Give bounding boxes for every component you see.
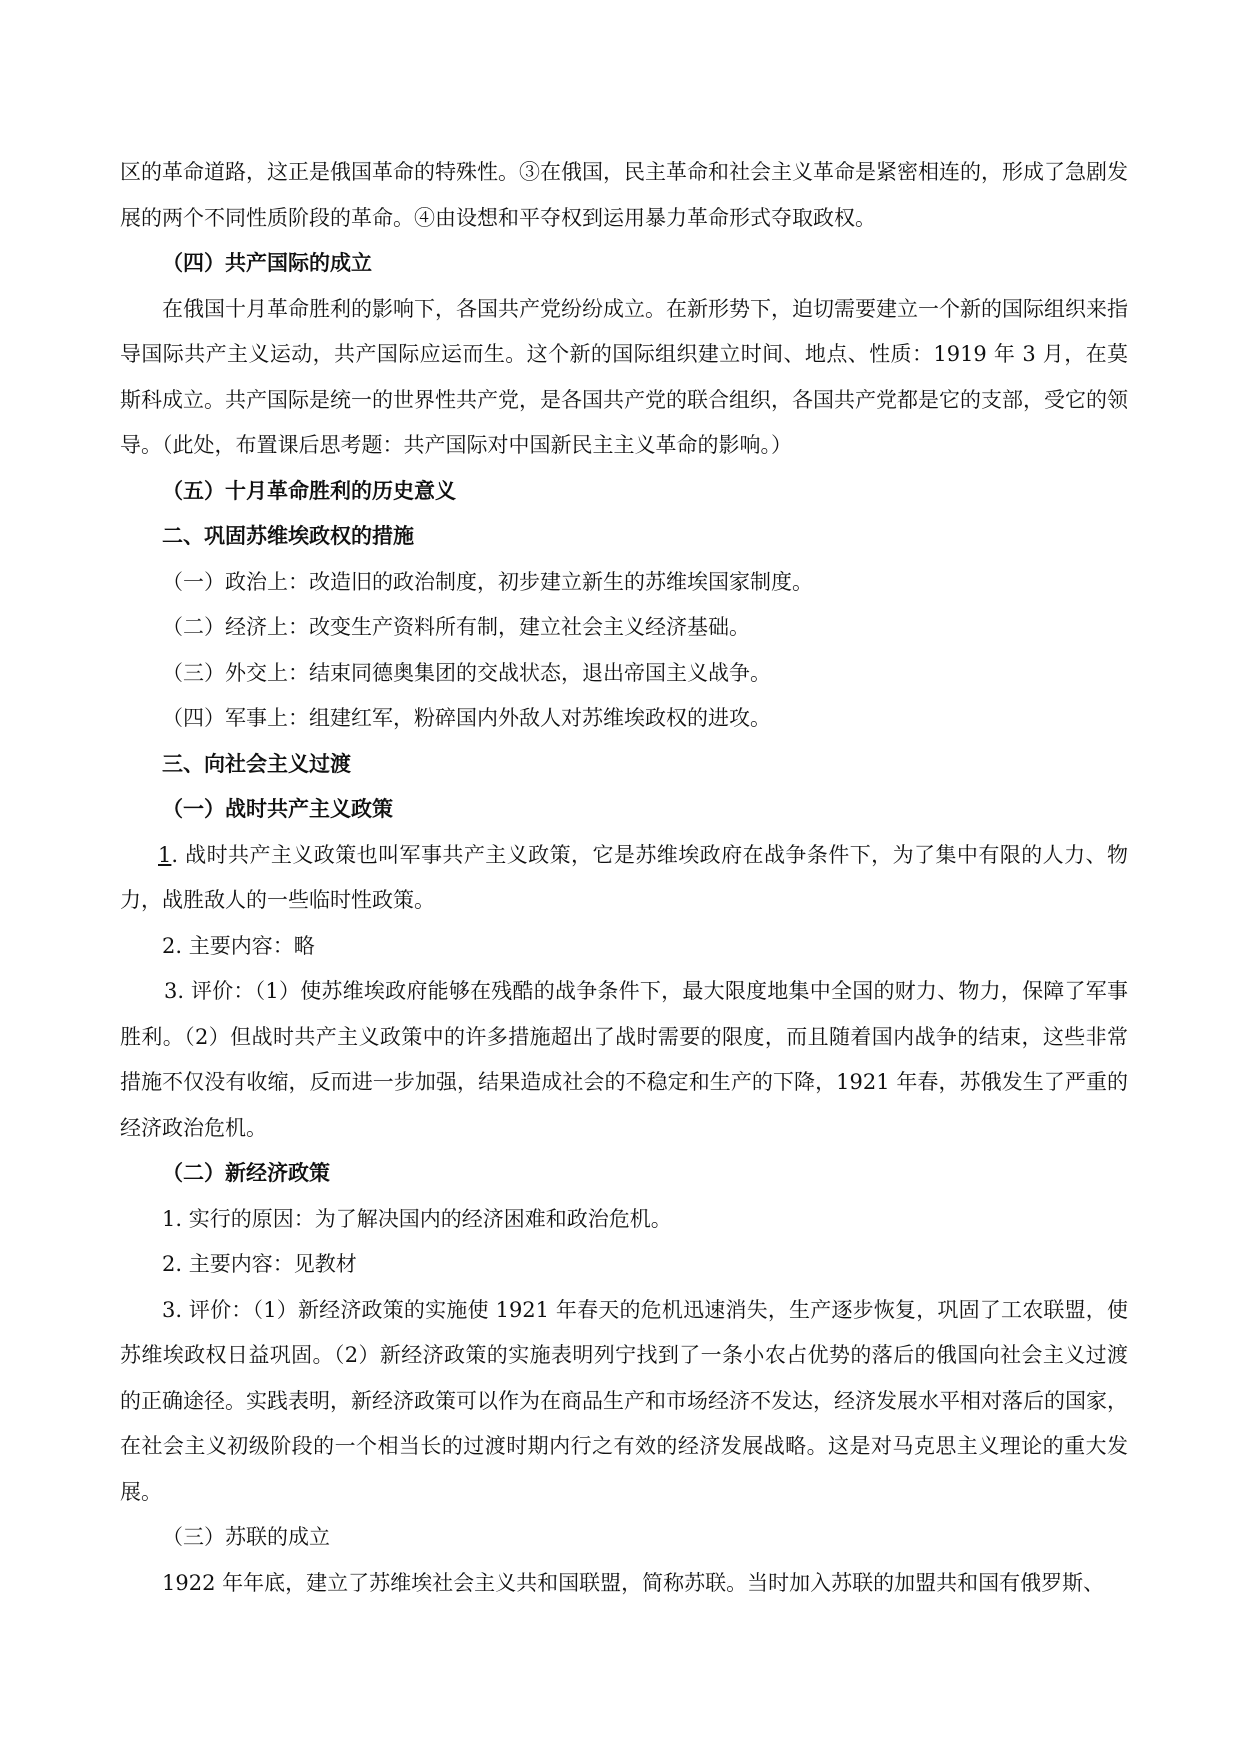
paragraph-comintern: 在俄国十月革命胜利的影响下，各国共产党纷纷成立。在新形势下，迫切需要建立一个新的国际组织来指导国际共产主义运动，共产国际应运而生。这个新的国际组织建立时间、地点、性质：1919 年 3 月，在莫斯科成立。共产国际是统一的世界性共产党，是各国共产党的联合组织，各国共产党都是它的支部，受它的领导。（此处，布置课后思考题：共产国际对中国新民主主义革命的影响。） — [120, 296, 1128, 457]
heading-transition-socialism: 三、向社会主义过渡 — [162, 751, 351, 776]
paragraph-nep-evaluation: 3. 评价：（1）新经济政策的实施使 1921 年春天的危机迅速消失，生产逐步恢复，巩固了工农联盟，使苏维埃政权日益巩固。（2）新经济政策的实施表明列宁找到了一条小农占优势的落后的俄国向社会主义过渡的正确途径。实践表明，新经济政策可以作为在商品生产和市场经济不发达，经济发展水平相对落后的国家，在社会主义初级阶段的一个相当长的过渡时期内行之有效的经济发展战略。这是对马克思主义理论的重大发展。 — [120, 1297, 1128, 1504]
paragraph-economic-measure: （二）经济上：改变生产资料所有制，建立社会主义经济基础。 — [162, 615, 750, 639]
list-number: 1 — [158, 842, 172, 867]
paragraph-political-measure: （一）政治上：改造旧的政治制度，初步建立新生的苏维埃国家制度。 — [162, 569, 813, 594]
paragraph-revolution-path: 区的革命道路，这正是俄国革命的特殊性。③在俄国，民主革命和社会主义革命是紧密相连的，形成了急剧发展的两个不同性质阶段的革命。④由设想和平夺权到运用暴力革命形式夺取政权。 — [120, 160, 1128, 230]
paragraph-nep-content: 2. 主要内容：见教材 — [162, 1252, 357, 1276]
heading-war-communism: （一）战时共产主义政策 — [162, 797, 393, 821]
paragraph-ussr-heading: （三）苏联的成立 — [162, 1525, 330, 1549]
paragraph-military-measure: （四）军事上：组建红军，粉碎国内外敌人对苏维埃政权的进攻。 — [162, 706, 771, 730]
paragraph-war-communism-definition — [120, 833, 1128, 924]
document-page — [120, 150, 1128, 1606]
heading-october-significance: （五）十月革命胜利的历史意义 — [162, 478, 456, 503]
heading-comintern: （四）共产国际的成立 — [162, 251, 372, 275]
heading-consolidate-soviet: 二、巩固苏维埃政权的措施 — [162, 524, 414, 548]
heading-nep: （二）新经济政策 — [162, 1161, 330, 1185]
paragraph-nep-reason: 1. 实行的原因：为了解决国内的经济困难和政治危机。 — [162, 1206, 672, 1231]
paragraph-war-communism-evaluation: 3. 评价：（1）使苏维埃政府能够在残酷的战争条件下，最大限度地集中全国的财力、物力，保障了军事胜利。（2）但战时共产主义政策中的许多措施超出了战时需要的限度，而且随着国内战争的结束，这些非常措施不仅没有收缩，反而进一步加强，结果造成社会的不稳定和生产的下降，1921 年春，苏俄发生了严重的经济政治危机。 — [120, 979, 1128, 1140]
paragraph-diplomatic-measure: （三）外交上：结束同德奥集团的交战状态，退出帝国主义战争。 — [162, 660, 771, 685]
paragraph-war-communism-content: 2. 主要内容：略 — [162, 933, 315, 958]
paragraph-ussr-founding: 1922 年年底，建立了苏维埃社会主义共和国联盟，简称苏联。当时加入苏联的加盟共和国有俄罗斯、 — [162, 1570, 1105, 1595]
paragraph-text: . 战时共产主义政策也叫军事共产主义政策，它是苏维埃政府在战争条件下，为了集中有限的人力、物力，战胜敌人的一些临时性政策。 — [120, 842, 1128, 912]
